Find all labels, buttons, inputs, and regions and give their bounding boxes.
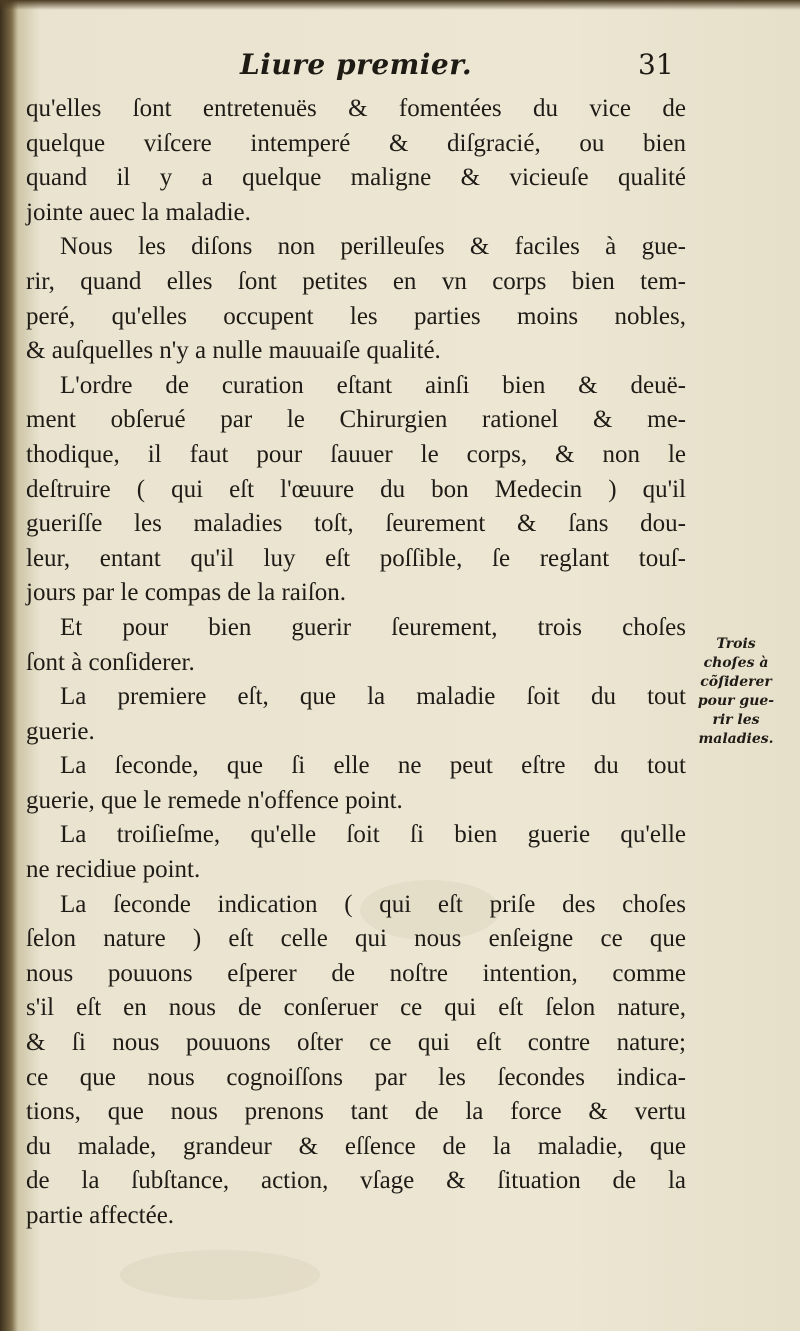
text-line: La ſeconde, que ſi elle ne peut eſtre du tout [60, 752, 686, 780]
text-line: thodique, il faut pour ſauuer le corps, & non le [26, 440, 686, 468]
text-line: rir, quand elles ſont petites en vn corps bien tem- [26, 267, 686, 295]
page-header [0, 48, 800, 88]
text-line: du malade, grandeur & eſſence de la maladie, que [26, 1132, 686, 1160]
marginal-note-line: maladies. [698, 731, 774, 747]
running-head: Liure premier. [240, 48, 473, 81]
text-line: de la ſubſtance, action, vſage & ſituation de la [26, 1167, 686, 1195]
text-line: quelque viſcere intemperé & diſgracié, ou bien [26, 129, 686, 157]
page-number: 31 [638, 48, 674, 81]
text-line: nous pouuons eſperer de noſtre intention, comme [26, 959, 686, 987]
marginal-note-line: cõſiderer [700, 674, 772, 690]
text-line: Nous les diſons non perilleuſes & faciles à gue- [60, 233, 686, 261]
text-line: jointe auec la maladie. [26, 198, 251, 226]
text-line: ment obſerué par le Chirurgien rationel & me- [26, 406, 686, 434]
marginal-note-line: Trois [716, 636, 756, 652]
text-line: & ſi nous pouuons oſter ce qui eſt contre nature; [26, 1029, 686, 1057]
binding-gutter [0, 0, 18, 1331]
paper-stain [120, 1250, 320, 1300]
text-line: La premiere eſt, que la maladie ſoit du tout [60, 683, 686, 711]
text-line: partie affectée. [26, 1202, 175, 1229]
text-line: La troiſieſme, qu'elle ſoit ſi bien guerie qu'elle [60, 821, 686, 849]
text-line: ne recidiue point. [26, 856, 201, 884]
text-line: guerie, que le remede n'offence point. [26, 786, 403, 814]
text-line: s'il eſt en nous de conſeruer ce qui eſt ſelon nature, [26, 994, 686, 1022]
marginal-note-line: choſes à [703, 655, 769, 671]
text-line: ſont à conſiderer. [26, 648, 195, 676]
text-line: deſtruire ( qui eſt l'œuure du bon Medecin ) qu'il [26, 475, 686, 503]
marginal-note-line: rir les [712, 712, 760, 728]
text-line: leur, entant qu'il luy eſt poſſible, ſe reglant touſ- [26, 544, 686, 572]
text-line: qu'elles ſont entretenuës & fomentées du vice de [26, 95, 686, 122]
text-line: jours par le compas de la raiſon. [26, 579, 347, 607]
text-line: peré, qu'elles occupent les parties moins nobles, [26, 302, 686, 330]
marginal-note-line: pour gue- [697, 693, 775, 709]
text-line: guerie. [26, 717, 95, 745]
page-top-edge [0, 0, 800, 10]
text-line: La ſeconde indication ( qui eſt priſe des choſes [60, 890, 686, 918]
body-text [26, 95, 686, 1237]
text-line: Et pour bien guerir ſeurement, trois choſes [60, 613, 686, 641]
text-line: quand il y a quelque maligne & vicieuſe qualité [26, 164, 686, 192]
text-line: tions, que nous prenons tant de la force & vertu [26, 1098, 686, 1126]
text-line: ſelon nature ) eſt celle qui nous enſeigne ce que [26, 925, 686, 953]
text-line: gueriſſe les maladies toſt, ſeurement & ſans dou- [26, 510, 686, 538]
text-line: L'ordre de curation eſtant ainſi bien & deuë- [60, 371, 686, 399]
text-line: ce que nous cognoiſſons par les ſecondes indica- [26, 1063, 686, 1091]
text-line: & auſquelles n'y a nulle mauuaiſe qualité. [26, 337, 441, 365]
marginal-note [686, 635, 786, 749]
